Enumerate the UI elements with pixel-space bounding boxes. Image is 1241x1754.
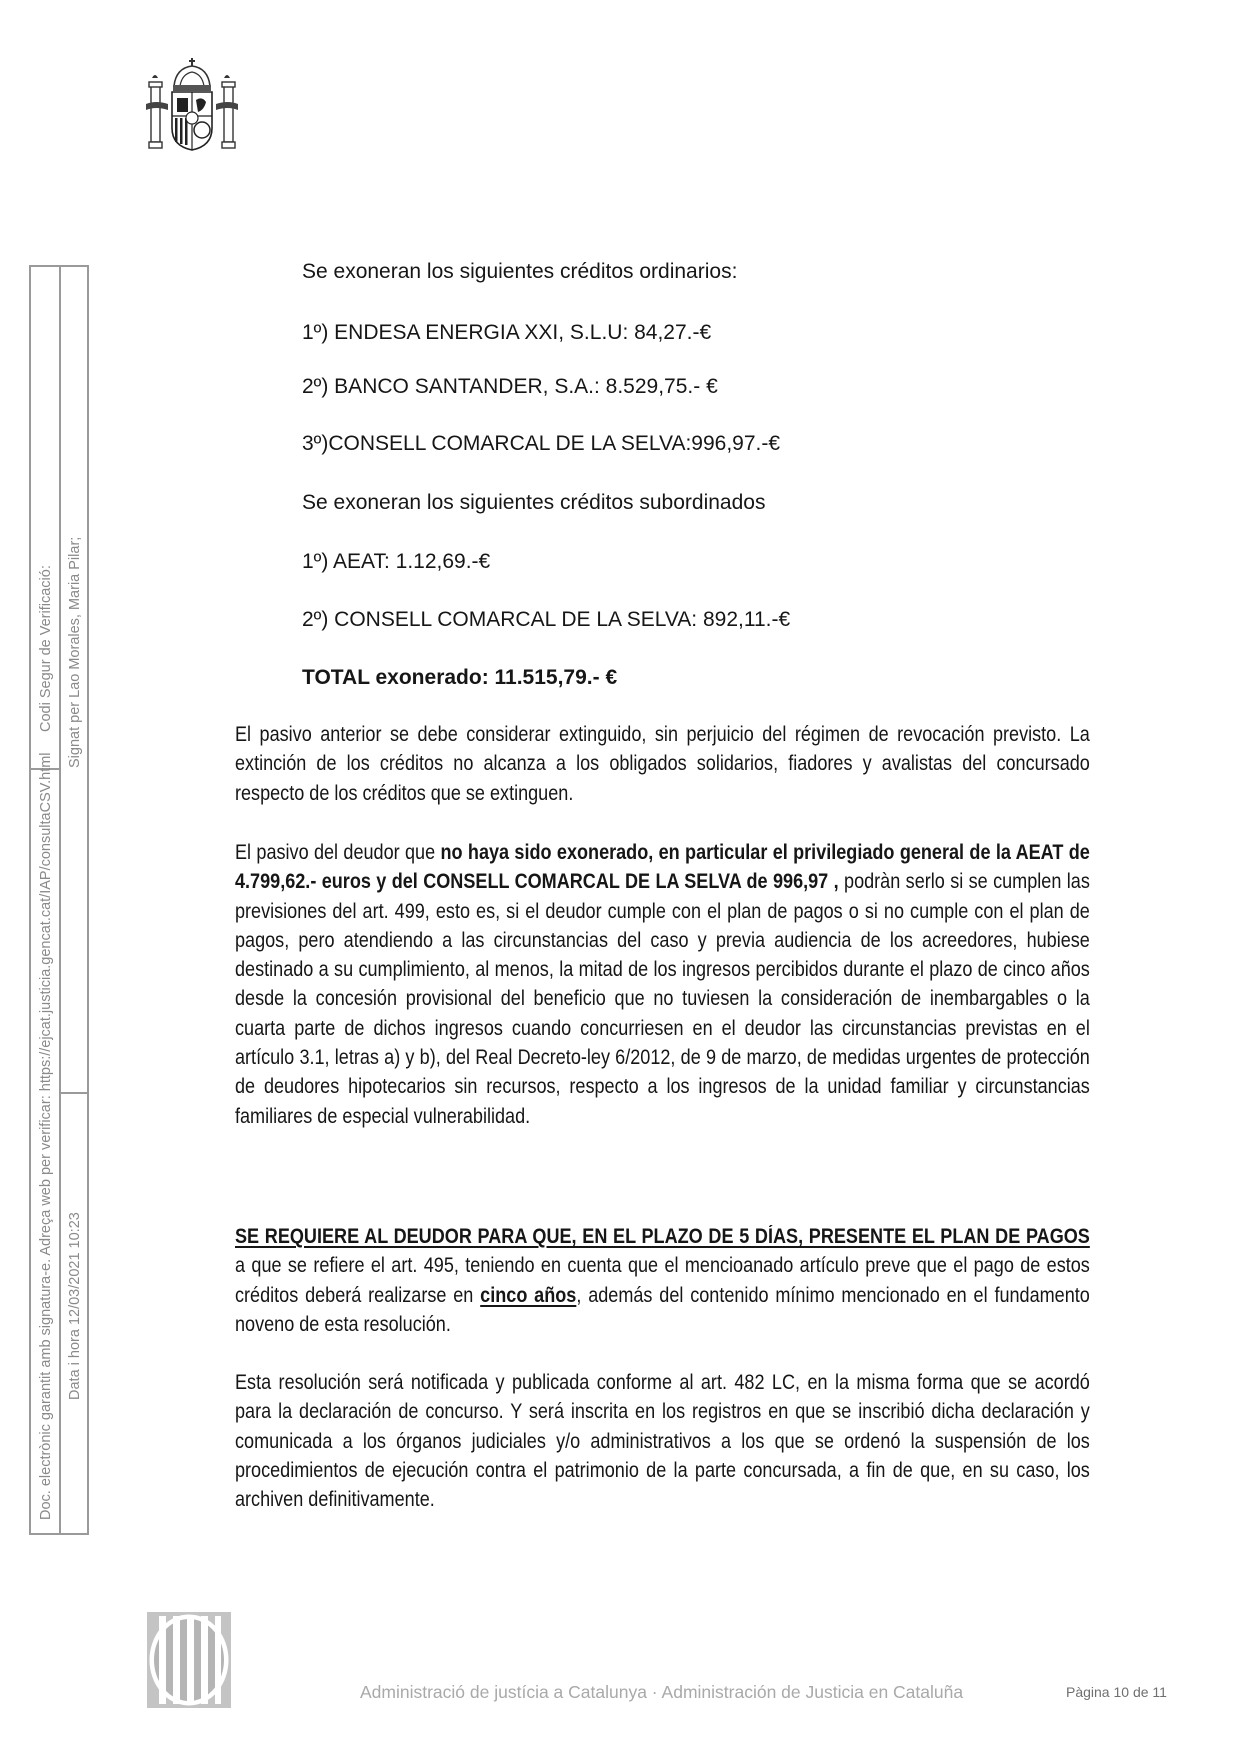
- paragraph-extinction: [235, 720, 1090, 808]
- paragraph-text: El pasivo anterior se debe considerar extinguido, sin perjuicio del régimen de revocación previsto. La extinción de los créditos no alcanza a los obligados solidarios, fiadores y avalistas del concursado respecto de los créditos que se extinguen.: [235, 723, 1090, 805]
- ordinary-credit-item: 2º) BANCO SANTANDER, S.A.: 8.529,75.- €: [302, 375, 718, 398]
- page-number: Pàgina 10 de 11: [1066, 1684, 1167, 1700]
- catalonia-emblem-icon: [147, 1612, 231, 1708]
- paragraph-text: , además del contenido mínimo mencionado en el fundamento noveno de esta resolución.: [235, 1283, 1090, 1336]
- sidebar-divider: [61, 1092, 87, 1094]
- bold-underlined-requirement: SE REQUIERE AL DEUDOR PARA QUE, EN EL PLAZO DE 5 DÍAS, PRESENTE EL PLAN DE PAGOS: [235, 1225, 1090, 1248]
- signature-date-time: Data i hora 12/03/2021 10:23: [67, 1212, 83, 1400]
- verification-url-note: Doc. electrònic garantit amb signatura-e. Adreça web per verificar: https://ejcat.justicia.gencat.cat/IAP/consultaCSV.html: [38, 752, 54, 1520]
- csv-label: Codi Segur de Verificació:: [38, 565, 54, 732]
- paragraph-text: podràn serlo si se cumplen las previsiones del art. 499, esto es, si el deudor cumple con el plan de pagos o si no cumple con el plan de pagos, pero atendiendo a las circunstancias del caso y previa audiencia de los acreedores, hubiese destinado a su cumplimiento, al menos, la mitad de los ingresos percibidos durante el plazo de cinco años desde la concesión provisional del beneficio que no tuviesen la consideración de inembargables o la cuarta parte de dichos ingresos cuando concurriesen en el deudor las circunstancias previstas en el artículo 3.1, letras a) y b), del Real Decreto-ley 6/2012, de 9 de marzo, de medidas urgentes de protección de deudores hipotecarios sin recursos, respecto a los ingresos de la unidad familiar y circunstancias familiares de especial vulnerabilidad.: [235, 870, 1090, 1128]
- paragraph-payment-plan: [235, 1222, 1090, 1339]
- ordinary-credit-item: 3º)CONSELL COMARCAL DE LA SELVA:996,97.-€: [302, 432, 781, 455]
- total-exonerated: TOTAL exonerado: 11.515,79.- €: [302, 666, 618, 689]
- subordinated-credit-item: 2º) CONSELL COMARCAL DE LA SELVA: 892,11.-€: [302, 608, 791, 631]
- paragraph-text: El pasivo del deudor que: [235, 841, 441, 864]
- bold-emphasis: no haya sido exonerado, en particular el privilegiado general de la AEAT de 4.799,62.- euros y del CONSELL COMARCAL DE LA SELVA de 996,97 ,: [235, 841, 1090, 894]
- paragraph-notification: [235, 1368, 1090, 1514]
- sidebar-divider: [59, 267, 61, 1533]
- ordinary-credit-item: 1º) ENDESA ENERGIA XXI, S.L.U: 84,27.-€: [302, 321, 712, 344]
- spain-coat-of-arms-icon: [146, 56, 238, 154]
- paragraph-non-exonerated: [235, 838, 1090, 1131]
- subordinated-credit-item: 1º) AEAT: 1.12,69.-€: [302, 550, 491, 573]
- ordinary-credits-heading: Se exoneran los siguientes créditos ordinarios:: [302, 260, 738, 283]
- paragraph-text: Esta resolución será notificada y publicada conforme al art. 482 LC, en la misma forma que se acordó para la declaración de concurso. Y será inscrita en los registros en que se inscribió dicha declaración y comunicada a los órganos judiciales y/o administrativos a los que se ordenó la suspensión de los procedimientos de ejecución contra el patrimonio de la parte concursada, a fin de que, en su caso, los archiven definitivamente.: [235, 1371, 1090, 1512]
- subordinated-credits-heading: Se exoneran los siguientes créditos subordinados: [302, 491, 766, 514]
- footer-administration: Administració de justícia a Catalunya · Administración de Justicia en Cataluña: [360, 1682, 964, 1702]
- signed-by: Signat per Lao Morales, Maria Pilar;: [67, 536, 83, 768]
- bold-underlined-term: cinco años: [480, 1283, 577, 1307]
- paragraph-text: a que se refiere el art. 495, teniendo en cuenta que el mencioanado artículo preve que el pago de estos créditos deberá realizarse en: [235, 1254, 1090, 1307]
